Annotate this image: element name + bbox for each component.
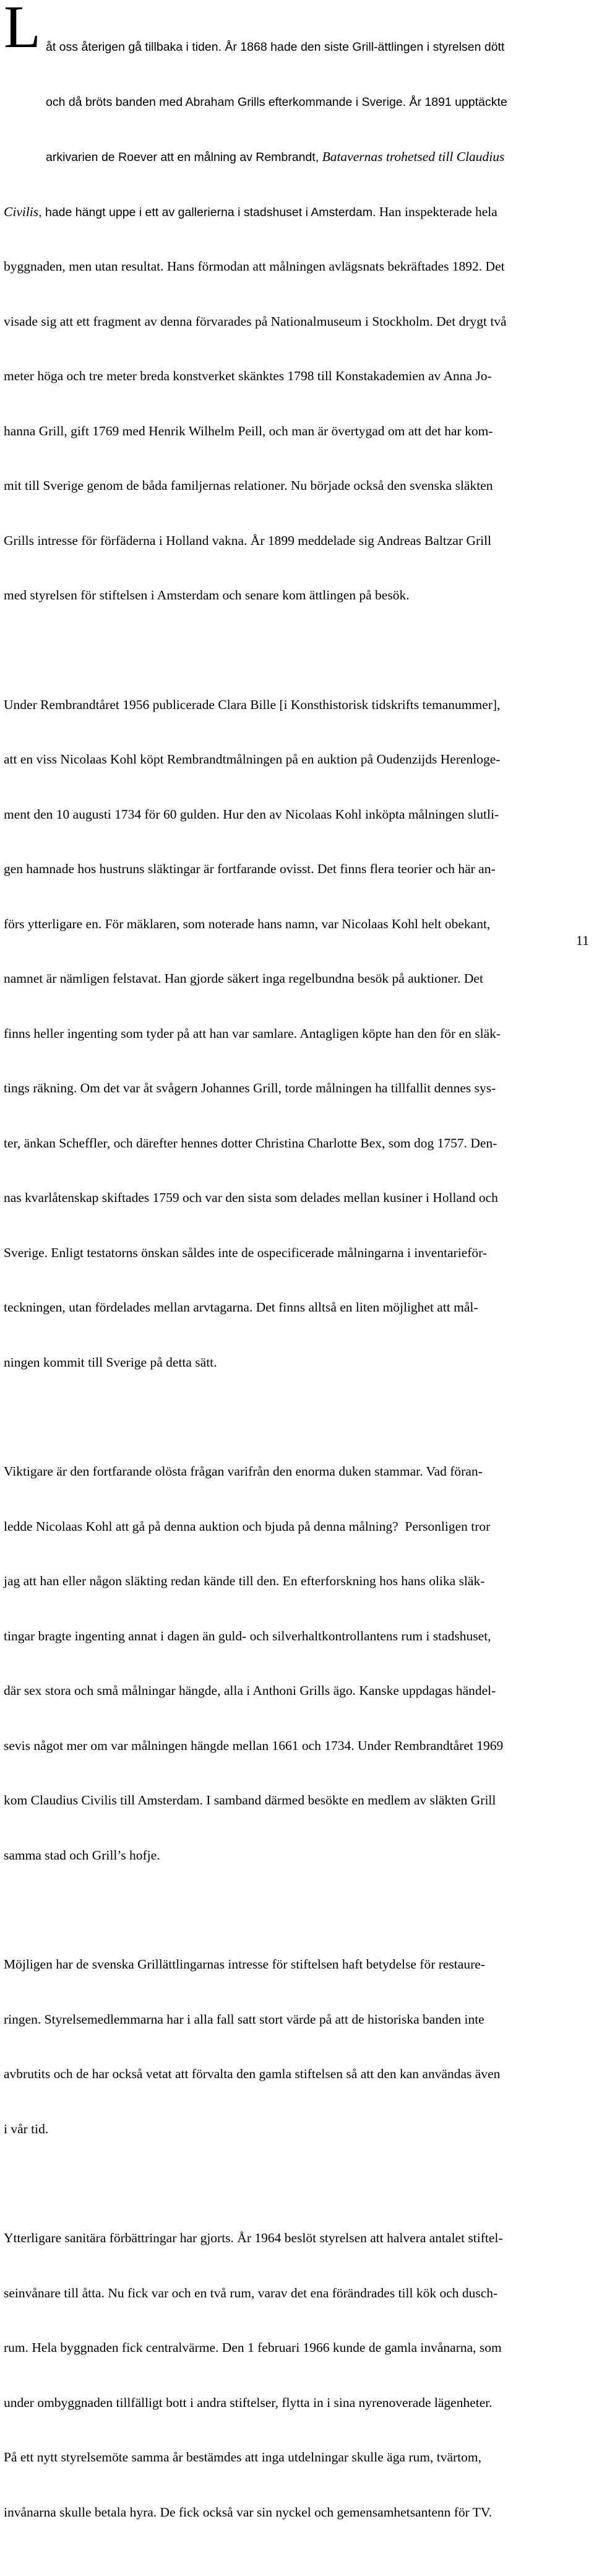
text-line: under ombyggnaden tillfälligt bott i andra stiftelser, flytta in i sina nyrenoverade lägenheter. [4, 2395, 493, 2410]
text-line: Ytterligare sanitära förbättringar har gjorts. År 1964 beslöt styrelsen att halvera antalet stiftel- [4, 2230, 503, 2245]
text-line: seinvånare till åtta. Nu fick var och en två rum, varav det ena förändrades till kök och dusch- [4, 2285, 498, 2300]
text-line: namnet är nämligen felstavat. Han gjorde säkert inga regelbundna besök på auktioner. Det [4, 971, 483, 986]
text-line: ter, änkan Scheffler, och därefter hennes dotter Christina Charlotte Bex, som dog 1757. Den- [4, 1135, 497, 1151]
text-line: ringen. Styrelsemedlemmarna har i alla fall satt stort värde på att de historiska banden inte [4, 2011, 484, 2027]
text-line: Grills intresse för förfäderna i Holland vakna. År 1899 meddelade sig Andreas Baltzar Grill [4, 533, 492, 548]
text-line: jag att han eller någon släkting redan kände till den. En efterforskning hos hans olika släk- [4, 1573, 485, 1588]
italic-title: Civilis [4, 204, 39, 219]
text-line [4, 148, 585, 167]
text-line: kom Claudius Civilis till Amsterdam. I samband därmed besökte en medlem av släkten Grill [4, 1793, 496, 1808]
text-line: byggnaden, men utan resultat. Hans förmodan att målningen avlägsnats bekräftades 1892. Det [4, 259, 505, 274]
italic-title: Batavernas trohetsed till Claudius [322, 149, 505, 164]
text-line: meter höga och tre meter breda konstverket skänktes 1798 till Konstakademien av Anna Jo- [4, 368, 492, 383]
text-line: förs ytterligare en. För mäklaren, som noterade hans namn, var Nicolaas Kohl helt obekant, [4, 916, 491, 931]
paragraph-5 [4, 2193, 585, 2558]
text-line: gen hamnade hos hustruns släktingar är fortfarande ovisst. Det finns flera teorier och här an- [4, 861, 496, 876]
paragraph-4 [4, 1919, 585, 2175]
text-line: finns heller ingenting som tyder på att han var samlare. Antagligen köpte han den för en släk- [4, 1025, 501, 1041]
text-line: hanna Grill, gift 1769 med Henrik Wilhelm Peill, och man är övertygad om att det har kom- [4, 423, 493, 438]
text-line: visade sig att ett fragment av denna förvarades på Nationalmuseum i Stockholm. Det drygt två [4, 313, 507, 329]
text-line: rum. Hela byggnaden fick centralvärme. Den 1 februari 1966 kunde de gamla invånarna, som [4, 2340, 502, 2355]
text-line: mit till Sverige genom de båda familjernas relationer. Nu började också den svenska släkten [4, 478, 493, 493]
document-page [4, 2, 585, 2576]
paragraph-2 [4, 659, 585, 1409]
text-line: ledde Nicolaas Kohl att gå på denna auktion och bjuda på denna målning? Personligen tror [4, 1518, 491, 1534]
text-line: ment den 10 augusti 1734 för 60 gulden. Hur den av Nicolaas Kohl inköpta målningen slutli- [4, 806, 499, 822]
text-line: att en viss Nicolaas Kohl köpt Rembrandtmålningen på en auktion på Oudenzijds Herenloge- [4, 752, 501, 767]
text-line: avbrutits och de har också vetat att förvalta den gamla stiftelsen så att den kan användas även [4, 2066, 501, 2081]
text-run: Han inspekterade hela [376, 204, 497, 219]
text-line: ningen kommit till Sverige på detta sätt. [4, 1354, 217, 1370]
text-line: åt oss återigen gå tillbaka i tiden. År 1868 hade den siste Grill-ättlingen i styrelsen dött [46, 40, 505, 54]
text-line: Möjligen har de svenska Grillättlingarnas intresse för stiftelsen haft betydelse för restaure- [4, 1957, 485, 1972]
text-line: Sverige. Enligt testatorns önskan såldes inte de ospecificerade målningarna i inventarieför- [4, 1245, 488, 1260]
text-line: Viktigare är den fortfarande olösta frågan varifrån den enorma duken stammar. Vad föran- [4, 1464, 483, 1479]
text-line: i vår tid. [4, 2121, 49, 2136]
text-line: invånarna skulle betala hyra. De fick också var sin nyckel och gemensamhetsantenn för TV. [4, 2504, 493, 2520]
text-line [4, 203, 585, 222]
page-number: 11 [575, 933, 589, 948]
text-line: På ett nytt styrelsemöte samma år bestämdes att inga utdelningar skulle äga rum, tvärtom, [4, 2450, 482, 2465]
text-line: tings räkning. Om det var åt svågern Johannes Grill, torde målningen ha tillfallit dennes sys- [4, 1081, 496, 1095]
text-line: där sex stora och små målningar hängde, alla i Anthoni Grills ägo. Kanske uppdagas händel- [4, 1683, 496, 1698]
text-line: teckningen, utan fördelades mellan arvtagarna. Det finns alltså en liten möjlighet att mål- [4, 1300, 478, 1315]
text-line: Under Rembrandtåret 1956 publicerade Clara Bille [i Konsthistorisk tidskrifts temanummer], [4, 697, 501, 712]
text-line: nas kvarlåtenskap skiftades 1759 och var den sista som delades mellan kusiner i Holland och [4, 1190, 498, 1205]
text-line: och då bröts banden med Abraham Grills efterkommande i Sverige. År 1891 upptäckte [46, 95, 507, 109]
paragraph-3 [4, 1426, 585, 1901]
text-run: , hade hängt uppe i ett av gallerierna i stadshuset i Amsterdam. [38, 205, 376, 219]
text-line: tingar bragte ingenting annat i dagen än guld- och silverhaltkontrollantens rum i stadshuset, [4, 1628, 491, 1643]
drop-cap: L [4, 0, 41, 61]
text-line: samma stad och Grill’s hofje. [4, 1847, 160, 1863]
text-run: arkivarien de Roever att en målning av Rembrandt, [46, 150, 322, 164]
text-line: med styrelsen för stiftelsen i Amsterdam och senare kom ättlingen på besök. [4, 588, 410, 603]
text-line: sevis något mer om var målningen hängde mellan 1661 och 1734. Under Rembrandtåret 1969 [4, 1738, 504, 1753]
paragraph-1 [4, 2, 585, 642]
